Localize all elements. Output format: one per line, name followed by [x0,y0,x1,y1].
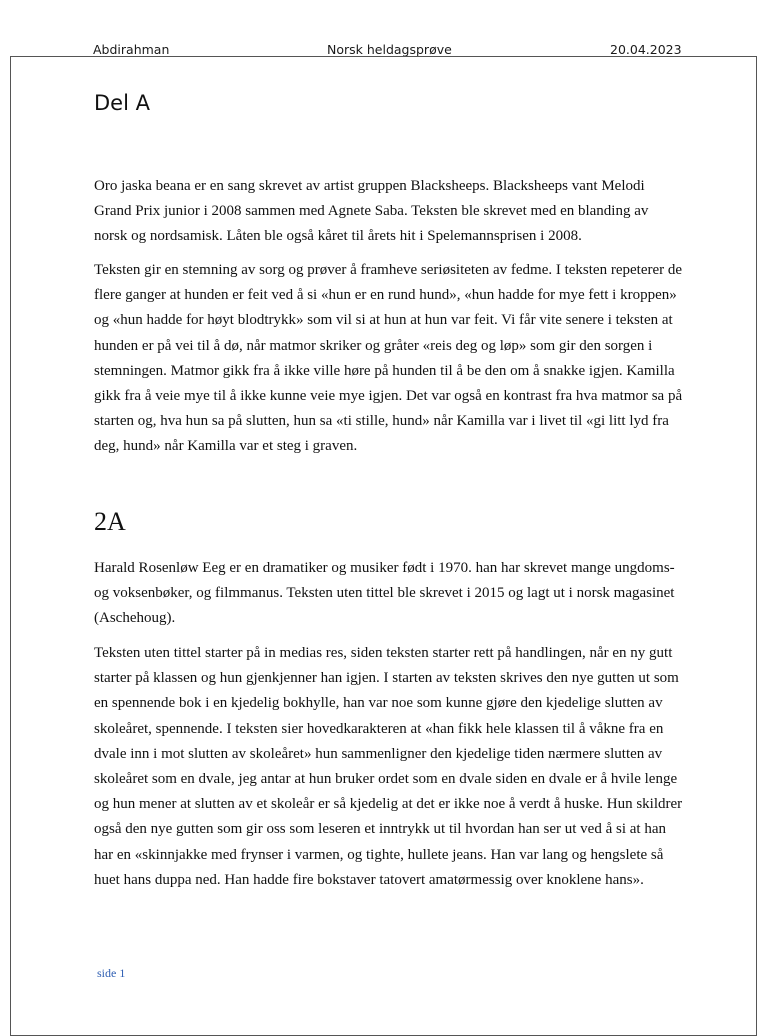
section-a-heading: Del A [94,91,150,115]
section-2a-paragraph-2: Teksten uten tittel starter på in medias res, siden teksten starter rett på handlingen, når en ny gutt starter på klassen og hun gjenkjenner han igjen. I starten av teksten skrives den nye gutten ut som en spennende bok i en kjedelig bokhylle, han var noe som kunne gjøre den kjedelige slutten av skoleåret, spennende. I teksten sier hovedkarakteren at «han fikk hele klassen til å våkne fra en dvale inn i mot slutten av skoleåret» hun sammenligner den kjedelige tiden nærmere slutten av skoleåret som en dvale, jeg antar at hun bruker ordet som en dvale siden en dvale er å hvile lenge og hun mener at slutten av et skoleår er så kjedelig at det er ikke noe å verdt å huske. Hun skildrer også den nye gutten som gir oss som leseren et inntrykk ut til hvordan han ser ut ved å si at han har en «skinnjakke med frynser i varmen, og tighte, hullete jeans. Han var lang og hengslete så huet hans duppa ned. Han hadde fire bokstaver tatovert amatørmessig over knoklene hans». [94,645,683,888]
section-a-paragraph-2: Teksten gir en stemning av sorg og prøver å framheve seriøsiteten av fedme. I teksten repeterer de flere ganger at hunden er feit ved å si «hun er en rund hund», «hun hadde for mye fett i kroppen» og «hun hadde for høyt blodtrykk» som vil si at hun at hun var feit. Vi får vite senere i teksten at hunden er på vei til å dø, når matmor skriker og gråter «reis deg og løp» som gir den sorgen i stemningen. Matmor gikk fra å ikke ville høre på hunden til å be den om å snakke igjen. Kamilla gikk fra å veie mye til å ikke kunne veie mye igjen. Det var også en kontrast fra hva matmor sa på starten og, hva hun sa på slutten, hun sa «ti stille, hund» når Kamilla var i livet til «gi litt lyd fra deg, hund» når Kamilla var et steg i graven. [94,262,683,455]
page-number: side 1 [97,966,126,980]
section-2a-heading: 2A [94,507,126,536]
section-a-paragraph-1: Oro jaska beana er en sang skrevet av artist gruppen Blacksheeps. Blacksheeps vant Melodi Grand Prix junior i 2008 sammen med Agnete Saba. Teksten ble skrevet med en blanding av norsk og nordsamisk. Låten ble også kåret til årets hit i Spelemannsprisen i 2008. [94,178,649,245]
section-2a-paragraph-1: Harald Rosenløw Eeg er en dramatiker og musiker født i 1970. han har skrevet mange ungdoms- og voksenbøker, og filmmanus. Teksten uten tittel ble skrevet i 2015 og lagt ut i norsk magasinet (Aschehoug). [94,560,675,627]
document-page [10,56,757,1036]
header-title: Norsk heldagsprøve [327,42,452,57]
header-date: 20.04.2023 [610,42,682,57]
header-author: Abdirahman [93,42,170,57]
